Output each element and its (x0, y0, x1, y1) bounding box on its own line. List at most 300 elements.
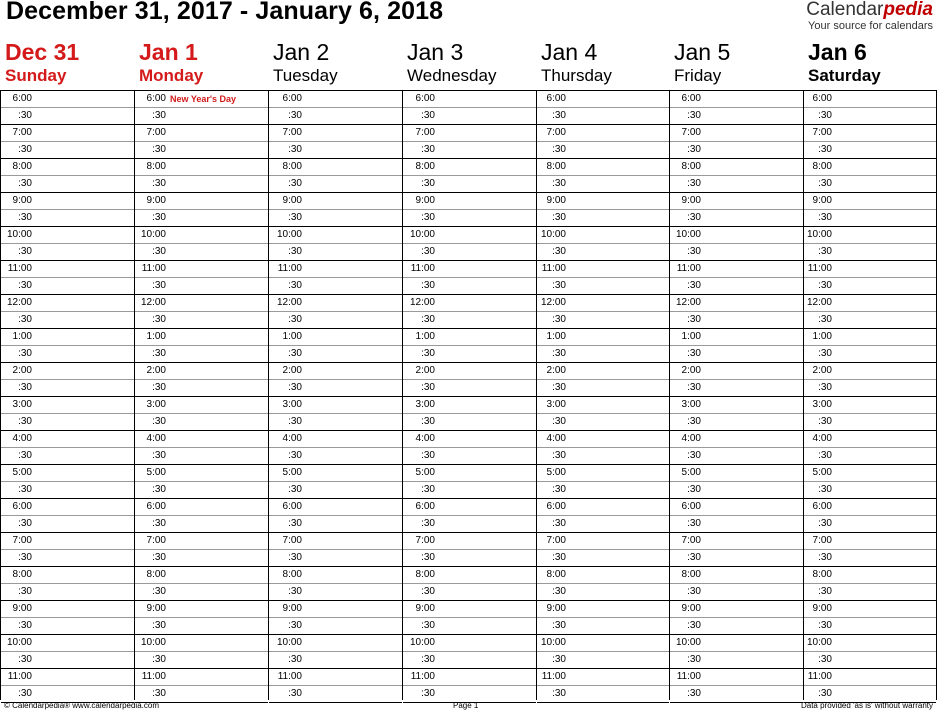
time-slot[interactable] (804, 90, 936, 107)
time-slot[interactable] (670, 141, 803, 158)
time-slot[interactable] (269, 124, 402, 141)
time-slot[interactable] (537, 226, 669, 243)
time-slot[interactable] (1, 192, 134, 209)
time-label: 1:00 (282, 331, 302, 342)
time-label: :30 (421, 586, 435, 597)
time-slot[interactable] (537, 396, 669, 413)
time-label: 6:00 (546, 93, 566, 104)
time-slot[interactable] (135, 277, 268, 294)
time-slot[interactable] (403, 294, 536, 311)
time-label: :30 (687, 518, 701, 529)
time-slot[interactable] (403, 515, 536, 532)
time-label: :30 (18, 518, 32, 529)
time-slot[interactable] (269, 345, 402, 362)
time-slot[interactable] (135, 362, 268, 379)
time-slot[interactable] (135, 600, 268, 617)
time-slot[interactable] (670, 226, 803, 243)
time-slot[interactable] (403, 209, 536, 226)
time-slot[interactable] (403, 600, 536, 617)
time-slot[interactable] (1, 566, 134, 583)
time-slot[interactable] (1, 124, 134, 141)
time-label: :30 (421, 654, 435, 665)
time-slot[interactable] (269, 260, 402, 277)
time-slot[interactable] (537, 107, 669, 124)
time-slot[interactable] (269, 226, 402, 243)
time-slot[interactable] (670, 209, 803, 226)
time-label: 5:00 (282, 467, 302, 478)
time-slot[interactable] (1, 481, 134, 498)
time-slot[interactable] (670, 107, 803, 124)
time-slot[interactable] (135, 175, 268, 192)
time-label: 4:00 (681, 433, 701, 444)
time-slot[interactable] (135, 141, 268, 158)
time-slot[interactable] (1, 413, 134, 430)
time-label: 8:00 (282, 569, 302, 580)
brand-name: Calendarpedia (806, 0, 933, 20)
time-slot[interactable] (403, 651, 536, 668)
time-slot[interactable] (269, 430, 402, 447)
time-slot[interactable] (403, 107, 536, 124)
time-slot[interactable] (135, 192, 268, 209)
time-slot[interactable] (670, 345, 803, 362)
time-label: :30 (18, 552, 32, 563)
time-slot[interactable] (804, 175, 936, 192)
time-label: 1:00 (546, 331, 566, 342)
time-slot[interactable] (804, 311, 936, 328)
time-slot[interactable] (269, 549, 402, 566)
time-slot[interactable] (403, 243, 536, 260)
time-slot[interactable] (804, 430, 936, 447)
time-slot[interactable] (1, 345, 134, 362)
time-slot[interactable] (135, 311, 268, 328)
time-slot[interactable] (1, 617, 134, 634)
time-slot[interactable] (804, 549, 936, 566)
time-slot[interactable] (670, 668, 803, 685)
day-headers (0, 38, 937, 90)
time-slot[interactable] (1, 464, 134, 481)
time-slot[interactable] (670, 634, 803, 651)
time-label: :30 (152, 178, 166, 189)
time-label: 7:00 (146, 535, 166, 546)
time-slot[interactable] (1, 90, 134, 107)
time-slot[interactable] (670, 549, 803, 566)
time-slot[interactable] (403, 549, 536, 566)
time-slot[interactable] (804, 498, 936, 515)
time-label: 9:00 (812, 603, 832, 614)
time-slot[interactable] (670, 362, 803, 379)
time-slot[interactable] (804, 158, 936, 175)
time-slot[interactable] (804, 600, 936, 617)
time-slot[interactable] (269, 464, 402, 481)
time-slot[interactable] (1, 379, 134, 396)
time-slot[interactable] (1, 175, 134, 192)
time-slot[interactable] (1, 600, 134, 617)
time-slot[interactable] (537, 90, 669, 107)
time-slot[interactable] (670, 430, 803, 447)
time-slot[interactable] (269, 617, 402, 634)
time-slot[interactable] (1, 634, 134, 651)
time-label: :30 (818, 654, 832, 665)
time-slot[interactable] (403, 345, 536, 362)
time-slot[interactable] (537, 294, 669, 311)
time-slot[interactable] (135, 379, 268, 396)
time-slot[interactable] (537, 175, 669, 192)
time-slot[interactable] (537, 124, 669, 141)
time-label: :30 (552, 314, 566, 325)
time-slot[interactable] (269, 277, 402, 294)
time-slot[interactable] (670, 481, 803, 498)
time-label: :30 (18, 620, 32, 631)
time-slot[interactable] (537, 515, 669, 532)
time-slot[interactable] (1, 396, 134, 413)
time-slot[interactable] (804, 124, 936, 141)
time-label: :30 (421, 382, 435, 393)
time-slot[interactable] (670, 90, 803, 107)
time-slot[interactable] (269, 362, 402, 379)
day-header (273, 38, 338, 90)
time-slot[interactable] (135, 498, 268, 515)
time-slot[interactable] (1, 294, 134, 311)
time-slot[interactable] (135, 515, 268, 532)
time-slot[interactable] (269, 515, 402, 532)
time-label: 1:00 (146, 331, 166, 342)
time-slot[interactable] (670, 617, 803, 634)
time-slot[interactable] (670, 192, 803, 209)
time-label: 8:00 (146, 161, 166, 172)
time-slot[interactable] (670, 243, 803, 260)
time-label: 7:00 (12, 127, 32, 138)
time-slot[interactable] (403, 175, 536, 192)
time-slot[interactable] (1, 651, 134, 668)
time-slot[interactable] (269, 498, 402, 515)
time-slot[interactable] (537, 345, 669, 362)
time-slot[interactable] (804, 464, 936, 481)
time-slot[interactable] (804, 668, 936, 685)
time-slot[interactable] (537, 379, 669, 396)
time-slot[interactable] (804, 209, 936, 226)
time-slot[interactable] (269, 90, 402, 107)
time-slot[interactable] (403, 634, 536, 651)
time-slot[interactable] (1, 260, 134, 277)
time-slot[interactable] (403, 90, 536, 107)
time-slot[interactable] (804, 617, 936, 634)
time-label: :30 (552, 144, 566, 155)
time-label: :30 (818, 518, 832, 529)
time-slot[interactable] (403, 226, 536, 243)
time-slot[interactable] (269, 396, 402, 413)
time-label: :30 (18, 144, 32, 155)
time-label: 10:00 (6, 637, 32, 648)
time-slot[interactable] (135, 260, 268, 277)
time-slot[interactable] (135, 124, 268, 141)
time-slot[interactable] (804, 362, 936, 379)
day-header (541, 38, 612, 90)
time-slot[interactable] (804, 277, 936, 294)
time-slot[interactable] (804, 413, 936, 430)
time-slot[interactable] (135, 226, 268, 243)
time-slot[interactable] (804, 515, 936, 532)
time-label: :30 (152, 586, 166, 597)
time-slot[interactable] (135, 107, 268, 124)
time-slot[interactable] (135, 447, 268, 464)
time-slot[interactable] (537, 549, 669, 566)
time-slot[interactable] (670, 379, 803, 396)
time-slot[interactable] (1, 668, 134, 685)
time-slot[interactable] (670, 277, 803, 294)
time-label: 5:00 (146, 467, 166, 478)
time-label: :30 (552, 450, 566, 461)
time-slot[interactable] (670, 498, 803, 515)
time-slot[interactable] (1, 328, 134, 345)
time-slot[interactable] (670, 396, 803, 413)
time-slot[interactable] (135, 158, 268, 175)
time-slot[interactable] (1, 226, 134, 243)
time-slot[interactable] (537, 243, 669, 260)
time-slot[interactable] (403, 379, 536, 396)
time-slot[interactable] (804, 481, 936, 498)
time-slot[interactable] (135, 413, 268, 430)
time-slot[interactable] (537, 668, 669, 685)
time-label: 10:00 (140, 637, 166, 648)
time-slot[interactable] (403, 328, 536, 345)
time-slot[interactable] (269, 311, 402, 328)
time-slot[interactable] (269, 566, 402, 583)
time-label: :30 (152, 144, 166, 155)
time-label: :30 (421, 110, 435, 121)
time-slot[interactable] (403, 311, 536, 328)
time-label: :30 (288, 144, 302, 155)
time-label: :30 (552, 246, 566, 257)
time-slot[interactable] (135, 430, 268, 447)
time-label: :30 (818, 450, 832, 461)
time-slot[interactable] (1, 430, 134, 447)
time-slot[interactable] (403, 668, 536, 685)
time-slot[interactable] (403, 192, 536, 209)
time-slot[interactable] (135, 243, 268, 260)
time-slot[interactable] (670, 260, 803, 277)
time-slot[interactable] (537, 260, 669, 277)
time-slot[interactable] (670, 566, 803, 583)
time-slot[interactable] (403, 498, 536, 515)
time-slot[interactable] (804, 260, 936, 277)
time-slot[interactable] (269, 158, 402, 175)
time-label: 12:00 (409, 297, 435, 308)
time-slot[interactable] (1, 209, 134, 226)
time-slot[interactable] (537, 617, 669, 634)
time-slot[interactable] (804, 651, 936, 668)
time-slot[interactable] (670, 413, 803, 430)
time-slot[interactable] (135, 209, 268, 226)
time-slot[interactable] (670, 158, 803, 175)
time-slot[interactable] (1, 515, 134, 532)
time-slot[interactable] (135, 481, 268, 498)
time-slot[interactable] (135, 532, 268, 549)
time-slot[interactable] (135, 651, 268, 668)
time-slot[interactable] (269, 379, 402, 396)
time-slot[interactable] (135, 294, 268, 311)
time-slot[interactable] (403, 277, 536, 294)
time-slot[interactable] (1, 243, 134, 260)
time-slot[interactable] (1, 277, 134, 294)
time-slot[interactable] (135, 549, 268, 566)
time-slot[interactable] (804, 141, 936, 158)
time-slot[interactable] (269, 175, 402, 192)
time-slot[interactable] (804, 192, 936, 209)
time-slot[interactable] (269, 413, 402, 430)
time-slot[interactable] (670, 600, 803, 617)
time-slot[interactable] (804, 532, 936, 549)
time-slot[interactable] (403, 617, 536, 634)
time-label: 2:00 (146, 365, 166, 376)
time-label: 10:00 (276, 637, 302, 648)
time-slot[interactable] (1, 107, 134, 124)
time-slot[interactable] (804, 328, 936, 345)
time-slot[interactable] (804, 379, 936, 396)
time-label: 11:00 (676, 671, 701, 682)
time-slot[interactable] (135, 617, 268, 634)
time-slot[interactable] (269, 600, 402, 617)
time-slot[interactable] (804, 566, 936, 583)
time-slot[interactable] (537, 532, 669, 549)
time-label: 9:00 (282, 195, 302, 206)
time-slot[interactable] (537, 583, 669, 600)
time-slot[interactable] (670, 583, 803, 600)
time-slot[interactable] (537, 498, 669, 515)
time-slot[interactable] (269, 328, 402, 345)
time-label: :30 (421, 144, 435, 155)
time-slot[interactable] (804, 447, 936, 464)
time-slot[interactable] (670, 464, 803, 481)
time-slot[interactable] (537, 277, 669, 294)
time-slot[interactable] (1, 447, 134, 464)
time-slot[interactable] (537, 362, 669, 379)
time-slot[interactable] (269, 141, 402, 158)
time-label: :30 (288, 382, 302, 393)
time-slot[interactable] (670, 651, 803, 668)
time-slot[interactable] (269, 481, 402, 498)
time-slot[interactable] (403, 362, 536, 379)
day-weekday: Monday (139, 66, 204, 85)
time-slot[interactable] (1, 583, 134, 600)
time-slot[interactable] (1, 158, 134, 175)
time-slot[interactable] (269, 583, 402, 600)
time-slot[interactable] (135, 396, 268, 413)
time-slot[interactable] (537, 464, 669, 481)
time-label: 9:00 (282, 603, 302, 614)
time-slot[interactable] (1, 549, 134, 566)
time-slot[interactable] (403, 413, 536, 430)
time-label: 5:00 (681, 467, 701, 478)
time-slot[interactable] (403, 566, 536, 583)
time-slot[interactable] (1, 362, 134, 379)
time-slot[interactable] (269, 634, 402, 651)
time-slot[interactable] (537, 634, 669, 651)
time-slot[interactable] (135, 345, 268, 362)
time-label: :30 (18, 586, 32, 597)
time-slot[interactable] (804, 226, 936, 243)
time-slot[interactable] (269, 532, 402, 549)
time-slot[interactable] (135, 90, 268, 107)
time-slot[interactable] (1, 532, 134, 549)
time-slot[interactable] (269, 192, 402, 209)
time-slot[interactable] (269, 651, 402, 668)
time-slot[interactable] (670, 294, 803, 311)
time-label: :30 (18, 688, 32, 699)
time-slot[interactable] (537, 209, 669, 226)
time-slot[interactable] (804, 294, 936, 311)
time-slot[interactable] (537, 141, 669, 158)
time-slot[interactable] (403, 396, 536, 413)
time-slot[interactable] (269, 209, 402, 226)
time-slot[interactable] (403, 447, 536, 464)
time-slot[interactable] (403, 464, 536, 481)
time-slot[interactable] (670, 515, 803, 532)
time-slot[interactable] (403, 124, 536, 141)
time-slot[interactable] (135, 668, 268, 685)
time-slot[interactable] (403, 141, 536, 158)
time-slot[interactable] (537, 430, 669, 447)
time-slot[interactable] (135, 583, 268, 600)
time-slot[interactable] (804, 583, 936, 600)
time-slot[interactable] (537, 566, 669, 583)
time-slot[interactable] (1, 498, 134, 515)
time-slot[interactable] (804, 396, 936, 413)
time-slot[interactable] (403, 583, 536, 600)
time-slot[interactable] (403, 532, 536, 549)
time-label: 8:00 (415, 569, 435, 580)
time-slot[interactable] (537, 600, 669, 617)
time-slot[interactable] (403, 158, 536, 175)
time-slot[interactable] (670, 311, 803, 328)
time-slot[interactable] (804, 243, 936, 260)
time-label: :30 (687, 586, 701, 597)
time-slot[interactable] (804, 345, 936, 362)
time-slot[interactable] (537, 413, 669, 430)
time-slot[interactable] (403, 430, 536, 447)
time-slot[interactable] (537, 481, 669, 498)
time-slot[interactable] (135, 328, 268, 345)
time-slot[interactable] (804, 634, 936, 651)
time-slot[interactable] (135, 464, 268, 481)
time-slot[interactable] (537, 158, 669, 175)
time-slot[interactable] (670, 328, 803, 345)
time-slot[interactable] (670, 175, 803, 192)
time-slot[interactable] (269, 107, 402, 124)
time-slot[interactable] (269, 447, 402, 464)
time-label: 3:00 (12, 399, 32, 410)
time-slot[interactable] (537, 311, 669, 328)
time-slot[interactable] (403, 260, 536, 277)
time-slot[interactable] (670, 532, 803, 549)
time-slot[interactable] (537, 651, 669, 668)
time-slot[interactable] (537, 447, 669, 464)
time-label: 10:00 (409, 637, 435, 648)
time-slot[interactable] (135, 634, 268, 651)
time-slot[interactable] (403, 481, 536, 498)
time-slot[interactable] (269, 294, 402, 311)
time-slot[interactable] (269, 668, 402, 685)
time-slot[interactable] (537, 192, 669, 209)
time-slot[interactable] (537, 328, 669, 345)
time-slot[interactable] (670, 124, 803, 141)
time-slot[interactable] (269, 243, 402, 260)
time-slot[interactable] (1, 141, 134, 158)
day-weekday: Saturday (808, 66, 881, 85)
time-slot[interactable] (670, 447, 803, 464)
time-slot[interactable] (1, 311, 134, 328)
time-slot[interactable] (804, 107, 936, 124)
time-slot[interactable] (135, 566, 268, 583)
